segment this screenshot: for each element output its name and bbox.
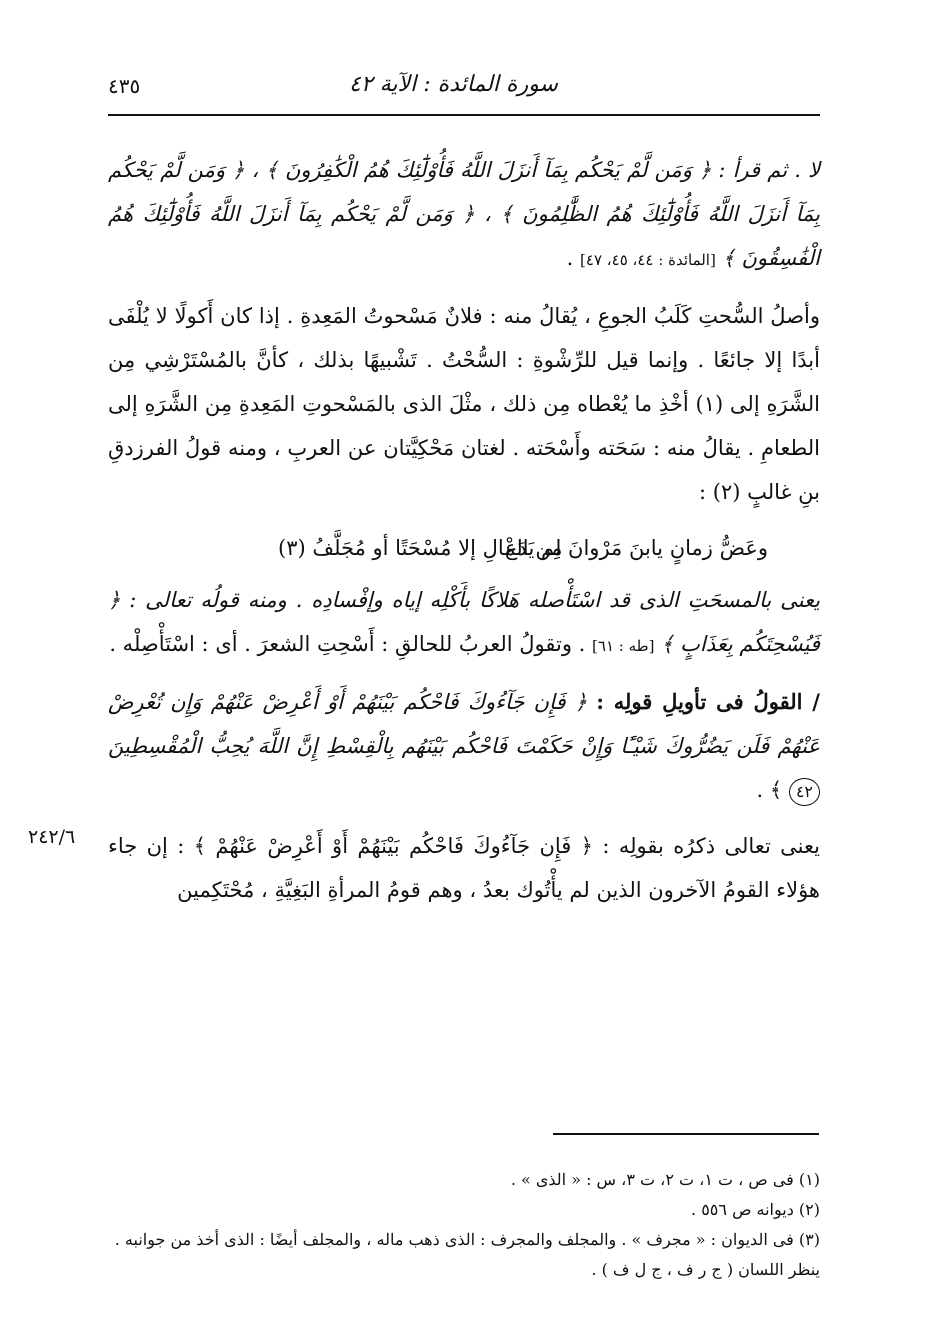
main-text: [108, 148, 820, 924]
paragraph-4: [108, 680, 820, 812]
page-header: [108, 62, 820, 112]
footnote-3: (٣) فى الديوان : « مجرف » . والمجلف والمجرف : الذى ذهب ماله ، والمجلف أيضًا : الذى أخذ من جوانبه . ينظر اللسان ( ج ر ف ، ج ل ف ) .: [114, 1230, 820, 1279]
footnotes: [108, 1165, 820, 1285]
paragraph-1: [108, 148, 820, 282]
poetry-first-hemistich: وعَضُّ زمانٍ يابنَ مَرْوانَ لم يَدَعْ: [504, 536, 768, 560]
margin-volume-page-marker: ٢٤٢/٦: [28, 826, 76, 848]
paragraph-3: [108, 578, 820, 668]
section-heading: / القولُ فى تأويلِ قولِه :: [596, 689, 820, 714]
paragraph-1-reference: [المائدة : ٤٤، ٤٥، ٤٧]: [580, 251, 716, 269]
paragraph-1-end: .: [566, 246, 574, 270]
header-rule: [108, 114, 820, 116]
running-title: سورة المائدة : الآية ٤٢: [349, 72, 558, 97]
paragraph-1-text: لا . ثم قرأ : ﴿ وَمَن لَّمْ يَحْكُم بِمَآ أَنزَلَ اللَّهُ فَأُوْلَٰٓئِكَ هُمُ الْكَٰفِرُونَ ﴾ ، ﴿ وَمَن لَّمْ يَحْكُم بِمَآ أَنزَلَ اللَّهُ فَأُوْلَٰٓئِكَ هُمُ الظَّٰلِمُونَ ﴾ ، ﴿ وَمَن لَّمْ يَحْكُم بِمَآ أَنزَلَ اللَّهُ فَأُوْلَٰٓئِكَ هُمُ الْفَٰسِقُونَ ﴾: [108, 158, 820, 270]
page-number: ٤٣٥: [108, 74, 141, 98]
poetry-verse: [108, 526, 820, 572]
paragraph-5-text: يعنى تعالى ذكرُه بقولِه : ﴿ فَإِن جَآءُوكَ فَاحْكُم بَيْنَهُمْ أَوْ أَعْرِضْ عَنْهُمْ ﴾ : إن جاء هؤلاء القومُ الآخرون الذين لم يأْتُوك بعدُ ، وهم قومُ المرأةِ البَغِيَّةِ ، مُحْتَكِمين: [108, 834, 820, 902]
footnote-rule: [553, 1133, 819, 1135]
paragraph-5: [108, 824, 820, 912]
footnote-1: (١) فى ص ، ت ١، ت ٢، ت ٣، س : « الذى » .: [510, 1170, 820, 1189]
poetry-second-hemistich: مِن المالِ إلا مُسْحَتًا أو مُجَلَّفُ (٣): [278, 536, 563, 560]
paragraph-3-reference: [طه : ٦١]: [592, 637, 655, 655]
quran-verse: ﴿ فَإِن جَآءُوكَ فَاحْكُم بَيْنَهُمْ أَوْ أَعْرِضْ عَنْهُمْ وَإِن تُعْرِضْ عَنْهُمْ فَلَن يَضُرُّوكَ شَيْـًٔا وَإِنْ حَكَمْتَ فَاحْكُم بَيْنَهُم بِالْقِسْطِ إِنَّ اللَّهَ يُحِبُّ الْمُقْسِطِينَ: [108, 690, 820, 758]
paragraph-2: [108, 294, 820, 514]
paragraph-3-text-end: . وتقولُ العربُ للحالقِ : أَسْحِتِ الشعرَ . أى : اسْتَأْصِلْه .: [109, 632, 586, 656]
footnote-2: (٢) ديوانه ص ٥٥٦ .: [691, 1200, 820, 1219]
paragraph-2-text: وأصلُ السُّحتِ كَلَبُ الجوعِ ، يُقالُ منه : فلانٌ مَسْحوتُ المَعِدةِ . إذا كان أَكولًا لا يُلْفَى أبدًا إلا جائعًا . وإنما قيل للرِّشْوةِ : السُّحْتُ . تَشْبيهًا بذلك ، كأنَّ بالمُسْتَرْشِي مِن الشَّرَهِ إلى (١) أخْذِ ما يُعْطاه مِن ذلك ، مثْلَ الذى بالمَسْحوتِ المَعِدةِ مِن الشَّرَهِ إلى الطعامِ . يقالُ منه : سَحَته وأَسْحَته . لغتان مَحْكِيَّتان عن العربِ ، ومنه قولُ الفرزدقِ بنِ غالبٍ (٢) :: [108, 304, 820, 504]
ayah-number-badge: ٤٢: [789, 778, 820, 806]
paragraph-3-text: يعنى بالمسحَتِ الذى قد اسْتَأْصله هَلاكًا بأَكْلِه إياه وإفْسادِه . ومنه قولُه تعالى : ﴿ فَيُسْحِتَكُم بِعَذَابٍ ﴾: [108, 588, 820, 656]
quran-verse-end: ﴾ .: [756, 778, 783, 802]
